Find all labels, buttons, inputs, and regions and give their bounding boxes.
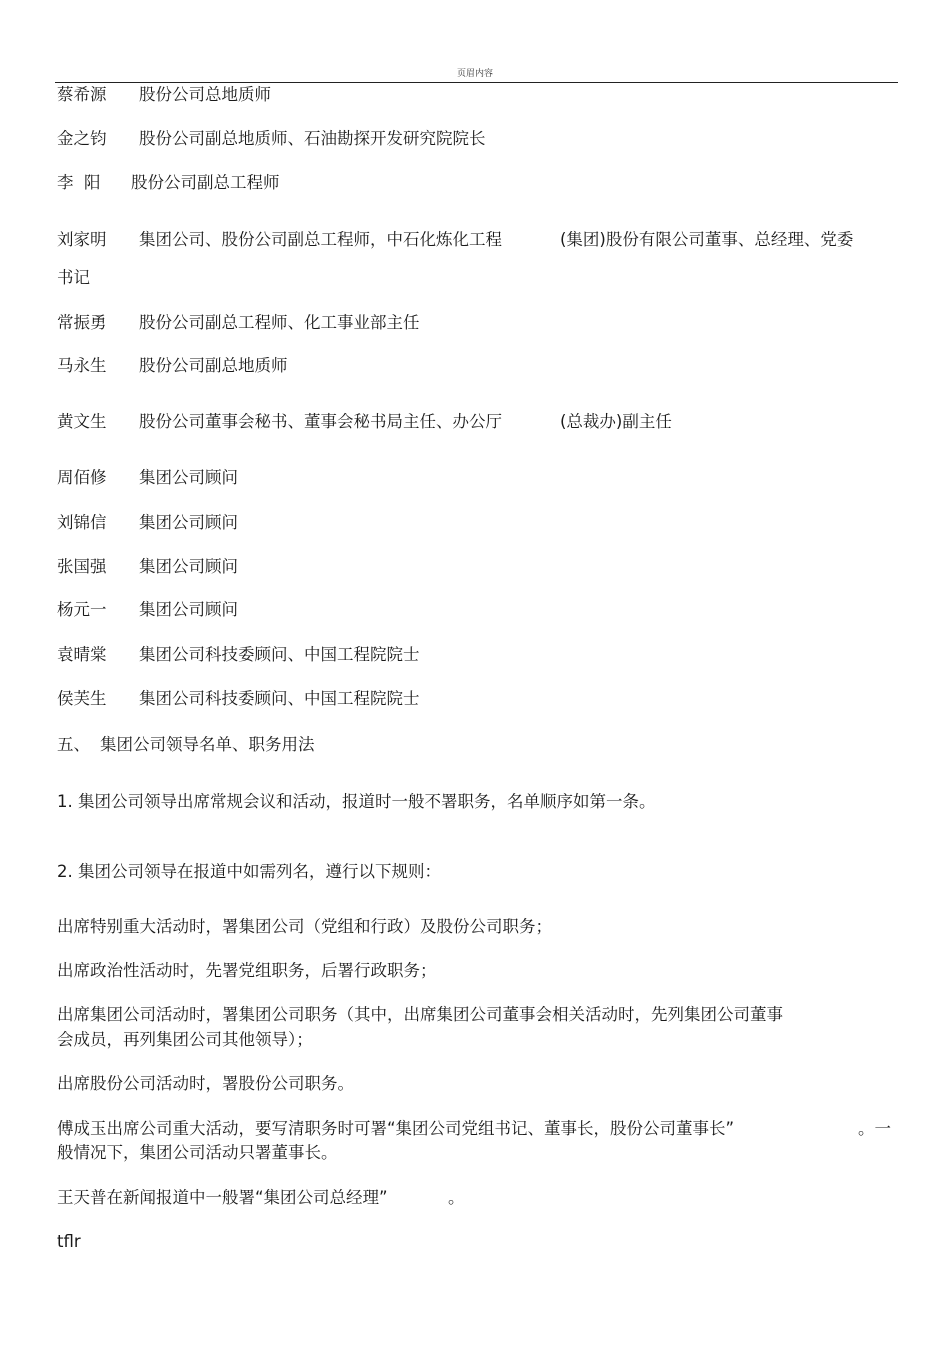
list-item [57,468,238,488]
list-item [57,645,420,665]
paragraph-4: 出席政治性活动时，先署党组职务，后署行政职务； [57,961,437,980]
paragraph-6: 出席股份公司活动时，署股份公司职务。 [57,1074,354,1093]
paragraph-8-end: 。 [448,1188,465,1207]
list-item [57,689,420,709]
person-name: 李 阳 [57,173,101,192]
list-item [57,129,486,149]
paragraph-2: 2. 集团公司领导在报道中如需列名，遵行以下规则： [57,862,441,881]
list-item [57,356,288,376]
person-name: 袁晴棠 [57,645,107,664]
person-name: 侯芙生 [57,689,107,708]
person-title: 集团公司、股份公司副总工程师，中石化炼化工程 [139,230,502,249]
person-name: 金之钧 [57,129,107,148]
person-title: 集团公司顾问 [139,557,238,576]
paragraph-7-line-1-end: 。一 [858,1119,891,1138]
person-title: 股份公司董事会秘书、董事会秘书局主任、办公厅 [139,412,502,431]
section-title: 集团公司领导名单、职务用法 [100,735,315,754]
paragraph-1: 1. 集团公司领导出席常规会议和活动，报道时一般不署职务，名单顺序如第一条。 [57,792,656,811]
person-name: 刘锦信 [57,513,107,532]
person-title: 股份公司副总地质师 [139,356,288,375]
person-name: 周佰修 [57,468,107,487]
person-name: 张国强 [57,557,107,576]
person-name: 常振勇 [57,313,107,332]
section-number: 五、 [57,735,90,754]
section-heading [57,735,315,755]
paragraph-8: 王天普在新闻报道中一般署“集团公司总经理” [57,1188,388,1207]
list-item [57,85,271,105]
list-item [57,557,238,577]
list-item-continuation: 书记 [57,268,90,287]
paragraph-5-line-2: 会成员，再列集团公司其他领导）； [57,1030,313,1049]
paragraph-9: tflr [57,1232,81,1251]
person-title: 股份公司副总工程师 [131,173,280,192]
paragraph-7-line-1: 傅成玉出席公司重大活动，要写清职务时可署“集团公司党组书记、董事长，股份公司董事长” [57,1119,735,1138]
paragraph-7-line-2: 般情况下，集团公司活动只署董事长。 [57,1143,338,1162]
list-item [57,513,238,533]
person-title: 股份公司副总地质师、石油勘探开发研究院院长 [139,129,486,148]
person-title: 集团公司科技委顾问、中国工程院院士 [139,689,420,708]
person-title: 股份公司总地质师 [139,85,271,104]
person-title-continued: (总裁办)副主任 [560,412,672,431]
person-name: 马永生 [57,356,107,375]
page-header: 页眉内容 [456,69,493,79]
header-rule [55,82,898,83]
list-item [57,173,280,193]
person-name: 黄文生 [57,412,107,431]
person-name: 蔡希源 [57,85,107,104]
person-name: 杨元一 [57,600,107,619]
list-item [57,412,672,432]
person-title: 集团公司科技委顾问、中国工程院院士 [139,645,420,664]
person-title: 集团公司顾问 [139,513,238,532]
list-item [57,313,420,333]
paragraph-3: 出席特别重大活动时，署集团公司（党组和行政）及股份公司职务； [57,917,552,936]
person-title: 股份公司副总工程师、化工事业部主任 [139,313,420,332]
person-title-continued: (集团)股份有限公司董事、总经理、党委 [560,230,854,249]
paragraph-5-line-1: 出席集团公司活动时，署集团公司职务（其中，出席集团公司董事会相关活动时，先列集团公司董事 [57,1005,783,1024]
list-item [57,600,238,620]
person-title: 集团公司顾问 [139,468,238,487]
person-title: 集团公司顾问 [139,600,238,619]
list-item [57,230,854,250]
person-name: 刘家明 [57,230,107,249]
